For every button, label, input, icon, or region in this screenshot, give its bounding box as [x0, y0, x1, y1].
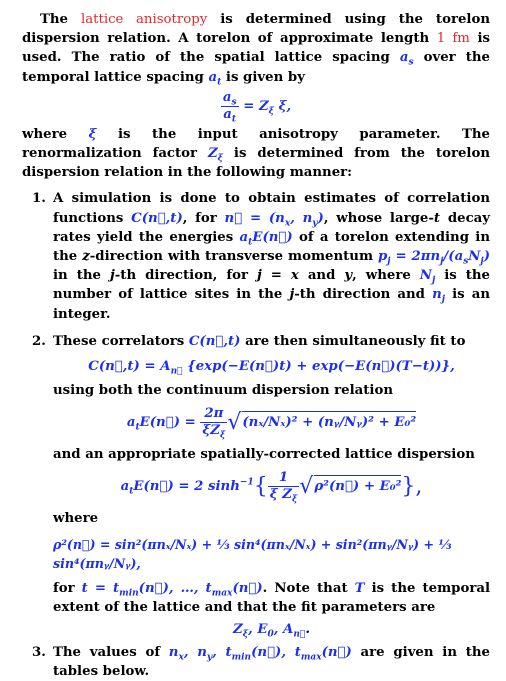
lattice-anisotropy-link[interactable]: lattice anisotropy [80, 12, 208, 27]
item-number: 2. [32, 333, 46, 349]
lattice-intro-text: and an appropriate spatially-corrected lattice dispersion [53, 447, 475, 463]
rho-equation: ρ²(n⃗) = sin²(πnₓ/Nₓ) + ⅓ sin⁴(πnₓ/Nₓ) + sin²(πnᵧ/Nᵧ) + ⅓ sin⁴(πnᵧ/Nᵧ), [53, 536, 452, 571]
continuum-dispersion-equation: $a_tE(n⃗)$ = $\frac{2\pi}{\xi Z_\xi}$ √(nₓ/Nₓ)² + (nᵧ/Nᵧ)² + E₀² [126, 406, 417, 441]
one-fm-link[interactable]: 1 fm [436, 31, 470, 47]
document-page [22, 10, 490, 681]
intro-text: The [40, 12, 81, 27]
lattice-dispersion-equation: $a_tE(n⃗) = 2$ $\sinh^{-1}${ $\frac{1}{\xi Z_\xi}$ √ρ²(n⃗) + E₀²}, [120, 470, 423, 506]
intro-text: over the temporal lattice spacing [22, 50, 490, 85]
z-xi-symbol: $Z_\xi$ [207, 146, 224, 164]
item-number: 1. [32, 191, 46, 207]
ratio-fraction: $\frac{a_s}{a_t}$ [222, 89, 237, 125]
list-item [22, 189, 490, 323]
intro-text: is determined using the torelon dispersion relation. A torelon of approximate length [22, 12, 490, 47]
item-2-text: These correlators C(n⃗,t) are then simultaneously fit to [53, 333, 466, 349]
list-item [22, 332, 490, 639]
list-item [22, 643, 490, 681]
procedure-list [22, 189, 490, 681]
renormalization-paragraph: where ξ is the input anisotropy parameter. The renormalization factor $Z_\xi$ is determined from the torelon dispersion relation in the following manner: [22, 126, 490, 181]
where-text: where [53, 511, 99, 527]
intro-text: is used. The ratio of the spatial lattice spacing [22, 31, 490, 66]
intro-text: is given by [221, 69, 305, 85]
anisotropy-ratio-equation: $\frac{a_s}{a_t}$ = $Z_\xi$ ξ, [222, 89, 292, 125]
xi-symbol: ξ [88, 126, 97, 142]
fit-equation: C(n⃗,t) = $A_{n⃗}$ {exp(−E(n⃗)t) + exp(−E(n⃗)(T−t))}, [88, 359, 455, 377]
item-number: 3. [32, 645, 46, 661]
fit-parameters: $Z_\xi$, $E_0$, $A_{n⃗}$. [233, 622, 310, 640]
intro-paragraph [22, 10, 490, 87]
continuum-intro-text: using both the continuum dispersion relation [53, 383, 393, 399]
item-2-trailing-text: for $t = t_{min}(n⃗)$, …, $t_{max}(n⃗)$. Note that T is the temporal extent of the lattice and that the fit parameters are [53, 580, 491, 615]
item-3-text: The values of $n_x$, $n_y$, $t_{min}(n⃗)$, $t_{max}(n⃗)$ are given in the tables below. [53, 645, 490, 680]
temporal-spacing-symbol: $a_t$ [208, 69, 222, 88]
spatial-spacing-symbol: $a_s$ [399, 50, 414, 69]
item-1-text: A simulation is done to obtain estimates of correlation functions C(n⃗,t), for n⃗ = ($n_x$, $n_y$), whose large-t decay rates yield the energies $a_tE(n⃗)$ of a torelon extending in the z-direction with transverse momentum $p_j = 2\pi n_j/(a_sN_j)$ in the j-th direction, for j = x and y, where $N_j$ is the number of lattice sites in the j-th direction and $n_j$ is an integer. [53, 191, 491, 322]
